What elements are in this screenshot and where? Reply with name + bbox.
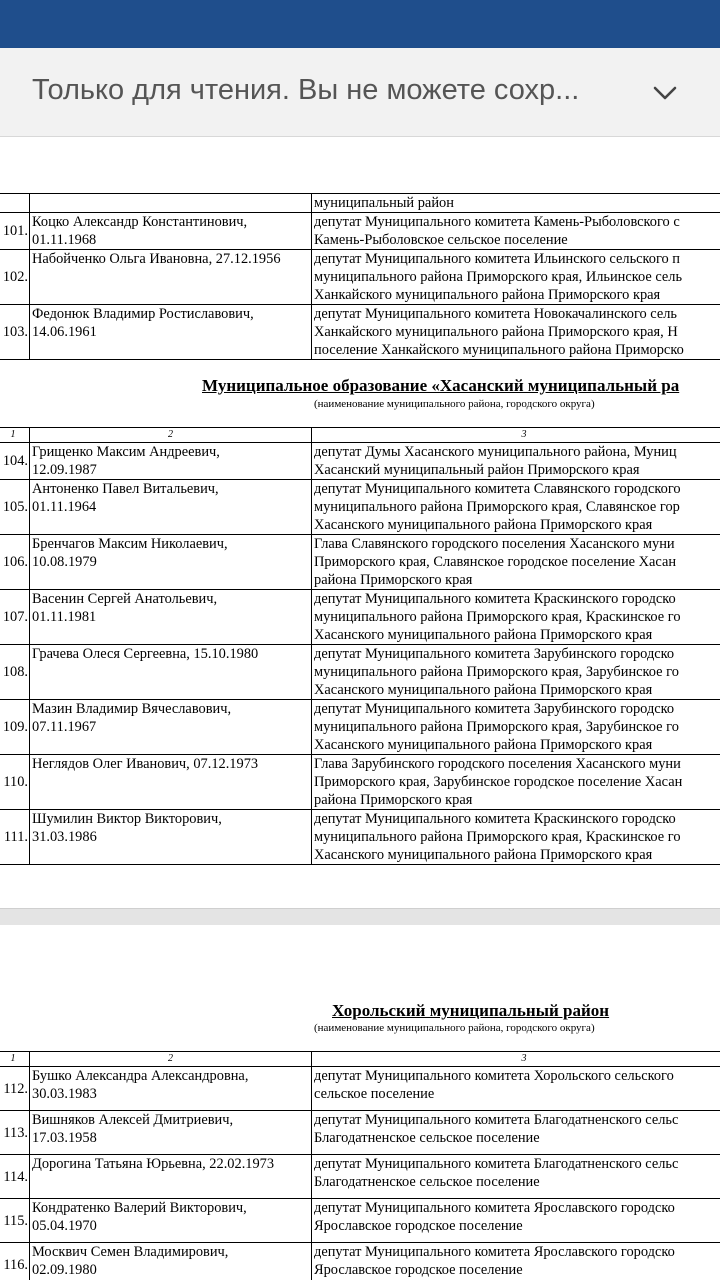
- position-cell: депутат Муниципального комитета Ярославского городско Ярославское городское поселение: [312, 1199, 720, 1243]
- section-title-khasan: Муниципальное образование «Хасанский муниципальный ра: [202, 376, 680, 395]
- position-cell: депутат Муниципального комитета Ильинского сельского п муниципального района Приморского края, Ильинское сель Ханкайского муниципального района Приморского края: [312, 250, 720, 305]
- table-row: [0, 250, 720, 305]
- person-name-cell: Бушко Александра Александровна, 30.03.1983: [30, 1067, 312, 1111]
- section-subtitle-khasan: (наименование муниципального района, городского округа): [314, 398, 595, 410]
- read-only-banner[interactable]: [0, 48, 720, 137]
- section-title-khorol: Хорольский муниципальный район: [332, 1001, 610, 1020]
- column-header: 1: [0, 428, 30, 443]
- person-name-cell: Васенин Сергей Анатольевич, 01.11.1981: [30, 590, 312, 645]
- row-number: 113.: [0, 1111, 30, 1155]
- table-row: [0, 1243, 720, 1280]
- table-header-row: [0, 428, 720, 443]
- table-row: [0, 480, 720, 535]
- section-subtitle-khorol: (наименование муниципального района, городского округа): [314, 1022, 595, 1034]
- column-header: 2: [30, 1052, 312, 1067]
- deputies-table-2: [0, 427, 720, 865]
- position-cell: депутат Муниципального комитета Хорольского сельского сельское поселение: [312, 1067, 720, 1111]
- position-cell: депутат Муниципального комитета Краскинского городско муниципального района Приморского края, Краскинское го Хасанского муниципального района Приморского края: [312, 810, 720, 865]
- deputies-table-1: [0, 193, 720, 360]
- row-number: [0, 194, 30, 213]
- table-row: [0, 535, 720, 590]
- table-row: [0, 700, 720, 755]
- person-name-cell: Коцко Александр Константинович, 01.11.1968: [30, 213, 312, 250]
- column-header: 3: [312, 428, 720, 443]
- person-name-cell: Набойченко Ольга Ивановна, 27.12.1956: [30, 250, 312, 305]
- row-number: 103.: [0, 305, 30, 360]
- table-row: [0, 1111, 720, 1155]
- row-number: 115.: [0, 1199, 30, 1243]
- read-only-message: Только для чтения. Вы не можете сохр...: [32, 74, 580, 106]
- table-row: [0, 810, 720, 865]
- column-header: 1: [0, 1052, 30, 1067]
- position-cell: депутат Муниципального комитета Краскинского городско муниципального района Приморского края, Краскинское го Хасанского муниципального района Приморского края: [312, 590, 720, 645]
- page-separator: [0, 908, 720, 926]
- person-name-cell: Бренчагов Максим Николаевич, 10.08.1979: [30, 535, 312, 590]
- row-number: 108.: [0, 645, 30, 700]
- table-row: [0, 645, 720, 700]
- column-header: 2: [30, 428, 312, 443]
- table-row: [0, 755, 720, 810]
- position-cell: депутат Муниципального комитета Зарубинского городско муниципального района Приморского края, Зарубинское го Хасанского муниципального района Приморского края: [312, 700, 720, 755]
- position-cell: Глава Славянского городского поселения Хасанского муни Приморского края, Славянское городское поселение Хасан района Приморского края: [312, 535, 720, 590]
- table-row: [0, 213, 720, 250]
- row-number: 106.: [0, 535, 30, 590]
- row-number: 112.: [0, 1067, 30, 1111]
- position-cell: депутат Муниципального комитета Новокачалинского сель Ханкайского муниципального района Приморского края, Н поселение Ханкайского муниципального района Приморско: [312, 305, 720, 360]
- column-header: 3: [312, 1052, 720, 1067]
- position-cell: депутат Думы Хасанского муниципального района, Муниц Хасанский муниципальный район Приморского края: [312, 443, 720, 480]
- table-row: [0, 1199, 720, 1243]
- person-name-cell: [30, 194, 312, 213]
- row-number: 107.: [0, 590, 30, 645]
- position-cell: депутат Муниципального комитета Благодатненского сельс Благодатненское сельское поселение: [312, 1155, 720, 1199]
- table-row: [0, 590, 720, 645]
- person-name-cell: Кондратенко Валерий Викторович, 05.04.1970: [30, 1199, 312, 1243]
- person-name-cell: Антоненко Павел Витальевич, 01.11.1964: [30, 480, 312, 535]
- row-number: 110.: [0, 755, 30, 810]
- row-number: 114.: [0, 1155, 30, 1199]
- position-cell: депутат Муниципального комитета Зарубинского городско муниципального района Приморского края, Зарубинское го Хасанского муниципального района Приморского края: [312, 645, 720, 700]
- table-header-row: [0, 1052, 720, 1067]
- position-cell: муниципальный район: [312, 194, 720, 213]
- person-name-cell: Грачева Олеся Сергеевна, 15.10.1980: [30, 645, 312, 700]
- person-name-cell: Вишняков Алексей Дмитриевич, 17.03.1958: [30, 1111, 312, 1155]
- person-name-cell: Неглядов Олег Иванович, 07.12.1973: [30, 755, 312, 810]
- position-cell: депутат Муниципального комитета Благодатненского сельс Благодатненское сельское поселение: [312, 1111, 720, 1155]
- person-name-cell: Дорогина Татьяна Юрьевна, 22.02.1973: [30, 1155, 312, 1199]
- person-name-cell: Мазин Владимир Вячеславович, 07.11.1967: [30, 700, 312, 755]
- row-number: 109.: [0, 700, 30, 755]
- person-name-cell: Шумилин Виктор Викторович, 31.03.1986: [30, 810, 312, 865]
- row-number: 101.: [0, 213, 30, 250]
- position-cell: депутат Муниципального комитета Славянского городского муниципального района Приморского края, Славянское гор Хасанского муниципального района Приморского края: [312, 480, 720, 535]
- person-name-cell: Федонюк Владимир Ростиславович, 14.06.1961: [30, 305, 312, 360]
- table-row: [0, 1155, 720, 1199]
- row-number: 104.: [0, 443, 30, 480]
- table-row: [0, 443, 720, 480]
- deputies-table-3: [0, 1051, 720, 1280]
- position-cell: депутат Муниципального комитета Ярославского городско Ярославское городское поселение: [312, 1243, 720, 1280]
- table-row: [0, 194, 720, 213]
- person-name-cell: Грищенко Максим Андреевич, 12.09.1987: [30, 443, 312, 480]
- row-number: 102.: [0, 250, 30, 305]
- position-cell: депутат Муниципального комитета Камень-Рыболовского с Камень-Рыболовское сельское поселение: [312, 213, 720, 250]
- table-row: [0, 305, 720, 360]
- person-name-cell: Москвич Семен Владимирович, 02.09.1980: [30, 1243, 312, 1280]
- row-number: 105.: [0, 480, 30, 535]
- row-number: 111.: [0, 810, 30, 865]
- row-number: 116.: [0, 1243, 30, 1280]
- chevron-down-icon[interactable]: [650, 78, 680, 108]
- document-page-1: [0, 137, 720, 908]
- position-cell: Глава Зарубинского городского поселения Хасанского муни Приморского края, Зарубинское городское поселение Хасан района Приморского края: [312, 755, 720, 810]
- app-top-bar: [0, 0, 720, 48]
- table-row: [0, 1067, 720, 1111]
- document-page-2: [0, 925, 720, 1280]
